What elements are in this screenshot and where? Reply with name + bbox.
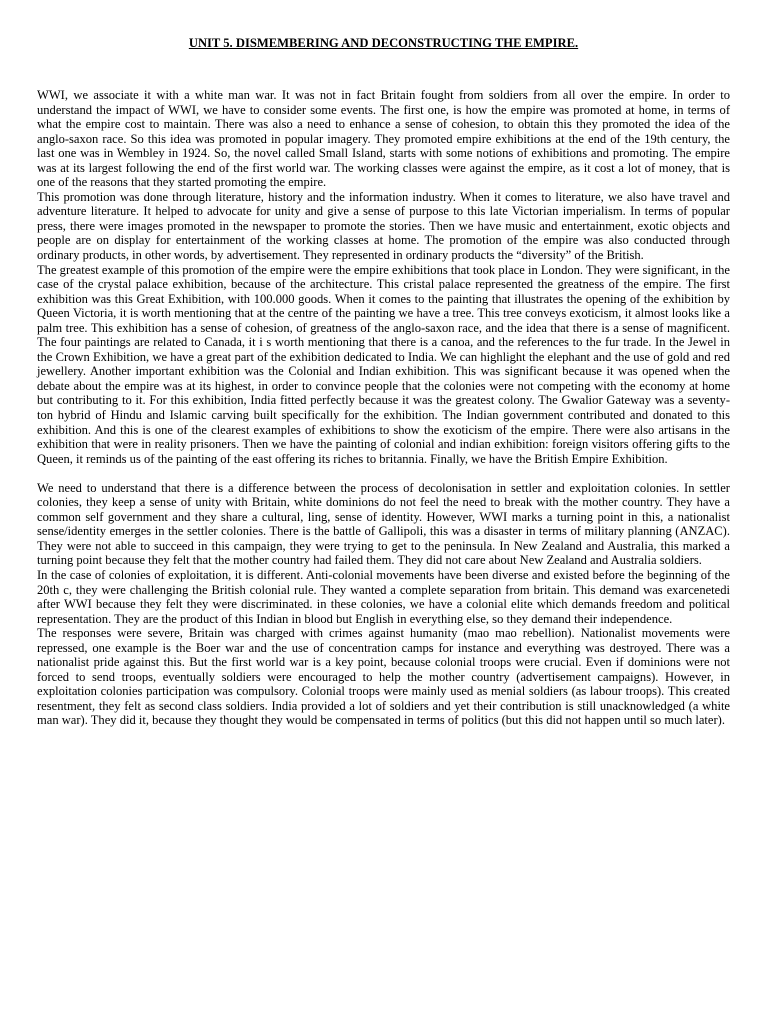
paragraph-exhibitions: The greatest example of this promotion of the empire were the empire exhibitions that took place in London. They were significant, in the case of the crystal palace exhibition, because of the architecture. This cristal palace represented the greatness of the empire. The first exhibition was this Great Exhibition, with 100.000 goods. When it comes to the painting that illustrates the opening of the exhibition by Queen Victoria, it is worth mentioning that at the centre of the painting we have a tree. This tree conveys exoticism, it almost looks like a palm tree. This exhibition has a sense of cohesion, of greatness of the anglo-saxon race, and the idea that there is a sense of magnificent. The four paintings are related to Canada, it i s worth mentioning that there is a canoa, and the references to the fur trade. In the Jewel in the Crown Exhibition, we have a great part of the exhibition dedicated to India. We can highlight the elephant and the use of gold and red jewellery. Another important exhibition was the Colonial and Indian exhibition. This was significant because it was opened when the debate about the empire was at its highest, in order to convince people that the colonies were not competing with the economy at home but contributing to it. For this exhibition, India fitted perfectly because it was the greatest colony. The Gwalior Gateway was a seventy-ton hybrid of Hindu and Islamic carving built specifically for the exhibition. The Indian government contributed and donated to this exhibition. And this is one of the clearest examples of exhibitions to show the exoticism of the empire. There were also artisans in the exhibition that were in reality prisoners. Then we have the painting of colonial and indian exhibition: foreign visitors offering gifts to the Queen, it reminds us of the painting of the east offering its riches to britannia. Finally, we have the British Empire Exhibition.	[37, 262, 730, 466]
paragraph-wwi-intro: WWI, we associate it with a white man war. It was not in fact Britain fought from soldiers from all over the empire. In order to understand the impact of WWI, we have to consider some events. The first one, is how the empire was promoted at home, in terms of what the empire cost to maintain. There was also a need to enhance a sense of cohesion, to obtain this they promoted the idea of the anglo-saxon race. So this idea was promoted in popular imagery. They promoted empire exhibitions at the end of the 19th century, the last one was in Wembley in 1924. So, the novel called Small Island, starts with some notions of exhibitions and promoting. The empire was at its largest following the end of the first world war. The working classes were against the empire, as it cost a lot of money, that is one of the reasons that they started promoting the empire.	[37, 88, 730, 190]
paragraph-promotion: This promotion was done through literature, history and the information industry. When it comes to literature, we also have travel and adventure literature. It helped to advocate for unity and give a sense of purpose to this late Victorian imperialism. In terms of popular press, there were images promoted in the newspaper to promote the stories. Then we have music and entertainment, exotic objects and people are on display for entertainment of the working classes at home. The promotion of the empire was also conducted through ordinary products, in other words, by advertisement. They represented in ordinary products the “diversity” of the British.	[37, 189, 730, 263]
paragraph-responses: The responses were severe, Britain was charged with crimes against humanity (mao mao rebellion). Nationalist movements were repressed, one example is the Boer war and the use of concentration camps for instance and everything was destroyed. There was a nationalist pride against this. But the first world war is a key point, because colonial troops were crucial. Even if dominions were not forced to send troops, eventually soldiers were encouraged to help the mother country (advertisement campaigns). However, in exploitation colonies participation was compulsory. Colonial troops were mainly used as menial soldiers (as labour troops). This created resentment, they felt as second class soldiers. India provided a lot of soldiers and yet their contribution is still unacknowledged (a white man war). They did it, because they thought they would be compensated in terms of politics (but this did not happen until so much later).	[37, 626, 730, 728]
paragraph-exploitation-colonies: In the case of colonies of exploitation, it is different. Anti-colonial movements have been diverse and existed before the beginning of the 20th c, they were challenging the British colonial rule. They wanted a complete separation from britain. This demand was exarcenetedi after WWI because they felt they were discriminated. in these colonies, we have a colonial elite which demands freedom and political representation. They are the product of this Indian in blood but English in everything else, so they demand their independence.	[37, 568, 730, 626]
paragraph-decolonisation: We need to understand that there is a difference between the process of decolonisation in settler and exploitation colonies. In settler colonies, they keep a sense of unity with Britain, white dominions do not feel the need to break with the mother country. They have a common self government and they share a cultural, ling, sense of identity. However, WWI marks a turning point in this, a nationalist sense/identity emerges in the settler colonies. There is the battle of Gallipoli, this was a disaster in terms of military planning (ANZAC). They were not able to succeed in this campaign, they were trying to get to the peninsula. In New Zealand and Australia, this marked a turning point because they felt that the mother country had failed them. They did not care about New Zealand and Australia soldiers.	[37, 480, 730, 568]
unit-title: UNIT 5. DISMEMBERING AND DECONSTRUCTING THE EMPIRE.	[188, 36, 579, 50]
